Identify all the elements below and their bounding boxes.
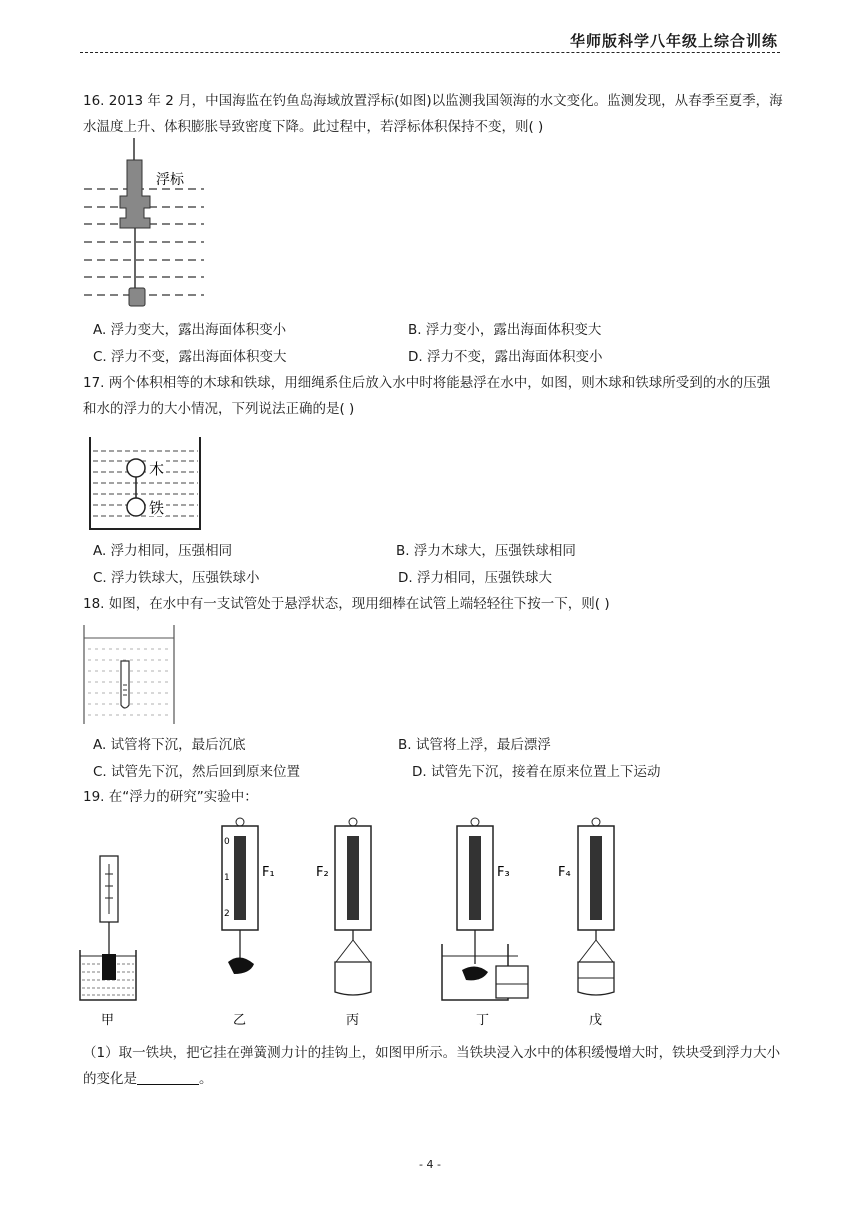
caption-jia: 甲 <box>101 1013 115 1028</box>
question-18-stem: 18. 如图，在水中有一支试管处于悬浮状态，现用细棒在试管上端轻轻往下按一下，则( ) <box>83 596 610 612</box>
apparatus-jia <box>80 856 136 1000</box>
q18-option-d[interactable]: D. 试管先下沉，接着在原来位置上下运动 <box>412 764 661 780</box>
caption-yi: 乙 <box>233 1013 247 1028</box>
question-19-part-1 <box>83 1040 783 1092</box>
q18-option-c[interactable]: C. 试管先下沉，然后回到原来位置 <box>93 764 301 780</box>
balls-figure <box>88 437 203 536</box>
answer-blank[interactable] <box>137 1068 199 1085</box>
wood-ball-label: 木 <box>149 460 165 478</box>
question-16-stem: 16. 2013 年 2 月，中国海监在钓鱼岛海域放置浮标(如图)以监测我国领海的水文变化。监测发现，从春季至夏季，海水温度上升、体积膨胀导致密度下降。此过程中，若浮标体积保持不变，则( ) <box>83 93 783 135</box>
q19-part1-text: （1）取一铁块，把它挂在弹簧测力计的挂钩上，如图甲所示。当铁块浸入水中的体积缓慢增大时，铁块受到浮力大小的变化是 <box>83 1045 781 1087</box>
spring-scale-ding <box>442 818 528 1000</box>
spring-scale-bing <box>335 818 371 995</box>
q18-option-b[interactable]: B. 试管将上浮，最后漂浮 <box>398 737 551 753</box>
force-label-f4: F₄ <box>558 865 571 880</box>
question-19-stem: 19. 在“浮力的研究”实验中： <box>83 789 258 805</box>
q18-option-a[interactable]: A. 试管将下沉，最后沉底 <box>93 737 246 753</box>
q16-option-c[interactable]: C. 浮力不变，露出海面体积变大 <box>93 349 287 365</box>
force-label-f2: F₂ <box>316 865 329 880</box>
iron-ball-label: 铁 <box>149 499 165 517</box>
buoy-figure <box>82 138 207 317</box>
page-header-title: 华师版科学八年级上综合训练 <box>569 32 778 50</box>
force-label-f3: F₃ <box>497 865 510 880</box>
caption-bing: 丙 <box>346 1013 360 1028</box>
scale-tick-2: 2 <box>224 909 230 919</box>
caption-ding: 丁 <box>476 1013 490 1028</box>
test-tube-figure <box>82 625 177 729</box>
scale-tick-0: 0 <box>224 837 230 847</box>
buoyancy-experiment-figure <box>78 814 718 1040</box>
spring-scale-wu <box>578 818 614 995</box>
q16-option-d[interactable]: D. 浮力不变，露出海面体积变小 <box>408 349 603 365</box>
scale-tick-1: 1 <box>224 873 230 883</box>
header-divider <box>80 52 780 53</box>
question-17-stem: 17. 两个体积相等的木球和铁球，用细绳系住后放入水中时将能悬浮在水中，如图，则木球和铁球所受到的水的压强和水的浮力的大小情况，下列说法正确的是( ) <box>83 375 771 417</box>
q19-part1-end: 。 <box>199 1071 213 1087</box>
page-number: - 4 - <box>419 1158 441 1171</box>
q17-option-b[interactable]: B. 浮力木球大，压强铁球相同 <box>396 543 576 559</box>
force-label-f1: F₁ <box>262 865 275 880</box>
caption-wu: 戊 <box>589 1013 603 1028</box>
q16-option-a[interactable]: A. 浮力变大，露出海面体积变小 <box>93 322 287 338</box>
buoy-label: 浮标 <box>156 172 184 188</box>
q16-option-b[interactable]: B. 浮力变小，露出海面体积变大 <box>408 322 602 338</box>
q17-option-c[interactable]: C. 浮力铁球大，压强铁球小 <box>93 570 260 586</box>
q17-option-a[interactable]: A. 浮力相同，压强相同 <box>93 543 233 559</box>
q17-option-d[interactable]: D. 浮力相同，压强铁球大 <box>398 570 552 586</box>
